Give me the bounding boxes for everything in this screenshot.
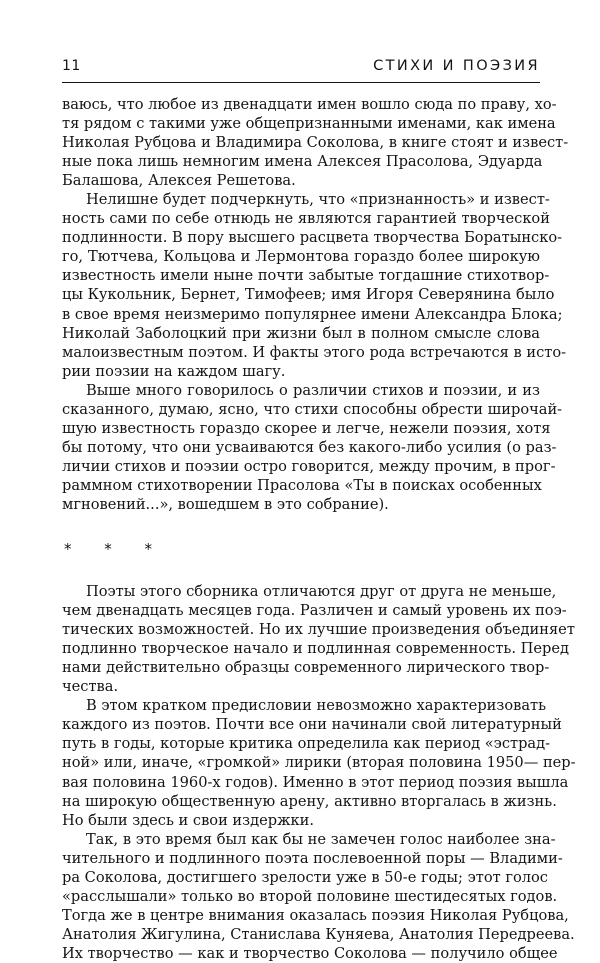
section-divider: * * * [64, 540, 167, 559]
text-line: Поэты этого сборника отличаются друг от друга не меньше, [86, 583, 557, 601]
book-page [62, 54, 576, 963]
page-header [62, 54, 540, 80]
text-section-2 [62, 582, 576, 963]
text-line: Николая Рубцова и Владимира Соколова, в книге стоят и извест- [62, 134, 569, 152]
text-line: цы Кукольник, Бернет, Тимофеев; имя Игоря Северянина было [62, 286, 555, 304]
text-line: известность имели ныне почти забытые тогдашние стихотвор- [62, 267, 550, 285]
text-line: «расслышали» только во второй половине шестидесятых годов. [62, 887, 558, 905]
text-line: вая половина 1960-х годов). Именно в этот период поэзия вышла [62, 773, 569, 791]
text-line: подлинно творческое начало и подлинная современность. Перед [62, 640, 569, 658]
page-number: 11 [62, 58, 81, 74]
text-line: ность сами по себе отнюдь не являются гарантией творческой [62, 210, 550, 228]
text-line: малоизвестным поэтом. И факты этого рода встречаются в исто- [62, 343, 567, 361]
text-line: путь в годы, которые критика определила как период «эстрад- [62, 735, 551, 753]
text-line: чительного и подлинного поэта послевоенной поры — Владими- [62, 849, 563, 867]
text-section-1 [62, 95, 569, 514]
text-line: Нелишне будет подчеркнуть, что «признанность» и извест- [86, 191, 550, 209]
text-line: сказанного, думаю, ясно, что стихи способны обрести широчай- [62, 400, 563, 418]
text-line: ваюсь, что любое из двенадцати имен вошло сюда по праву, хо- [62, 96, 557, 113]
text-line: шую известность гораздо скорее и легче, нежели поэзия, хотя [62, 419, 551, 437]
text-line: Балашова, Алексея Решетова. [62, 172, 296, 190]
text-line: на широкую общественную арену, активно вторгалась в жизнь. [62, 792, 557, 810]
text-line: Так, в это время был как бы не замечен голос наиболее зна- [86, 830, 556, 848]
text-line: ра Соколова, достигшего зрелости уже в 50-е годы; этот голос [62, 868, 548, 886]
text-line: подлинности. В пору высшего расцвета творчества Боратынско- [62, 229, 563, 247]
text-line: ной» или, иначе, «громкой» лирики (вторая половина 1950— пер- [62, 754, 576, 772]
text-line: нами действительно образцы современного лирического твор- [62, 659, 550, 677]
text-line: личии стихов и поэзии остро говорится, между прочим, в прог- [62, 457, 556, 475]
text-line: каждого из поэтов. Почти все они начинали свой литературный [62, 716, 562, 734]
text-line: Тогда же в центре внимания оказалась поэзия Николая Рубцова, [62, 906, 569, 924]
text-line: Но были здесь и свои издержки. [62, 811, 314, 829]
text-line: рии поэзии на каждом шагу. [62, 362, 286, 380]
text-line: Николай Заболоцкий при жизни был в полном смысле слова [62, 324, 540, 342]
text-line: чем двенадцать месяцев года. Различен и самый уровень их поэ- [62, 602, 567, 620]
text-line: чества. [62, 678, 119, 696]
text-line: тя рядом с такими уже общепризнанными именами, как имена [62, 115, 556, 133]
running-title: СТИХИ И ПОЭЗИЯ [373, 58, 540, 74]
text-line: Их творчество — как и творчество Соколова — получило общее [62, 944, 558, 962]
text-line: тических возможностей. Но их лучшие произведения объединяет [62, 621, 575, 639]
text-line: Выше много говорилось о различии стихов и поэзии, и из [86, 381, 540, 399]
text-line: раммном стихотворении Прасолова «Ты в поисках особенных [62, 476, 542, 494]
text-line: мгновений...», вошедшем в это собрание). [62, 495, 389, 513]
text-line: бы потому, что они усваиваются без какого-либо усилия (о раз- [62, 438, 557, 456]
text-line: го, Тютчева, Кольцова и Лермонтова гораздо более широкую [62, 248, 540, 266]
text-line: ные пока лишь немногим имена Алексея Прасолова, Эдуарда [62, 153, 543, 171]
text-line: Анатолия Жигулина, Станислава Куняева, Анатолия Передреева. [62, 925, 575, 943]
text-line: В этом кратком предисловии невозможно характеризовать [86, 697, 547, 715]
text-line: в свое время неизмеримо популярнее имени Александра Блока; [62, 305, 563, 323]
header-rule [62, 82, 540, 83]
